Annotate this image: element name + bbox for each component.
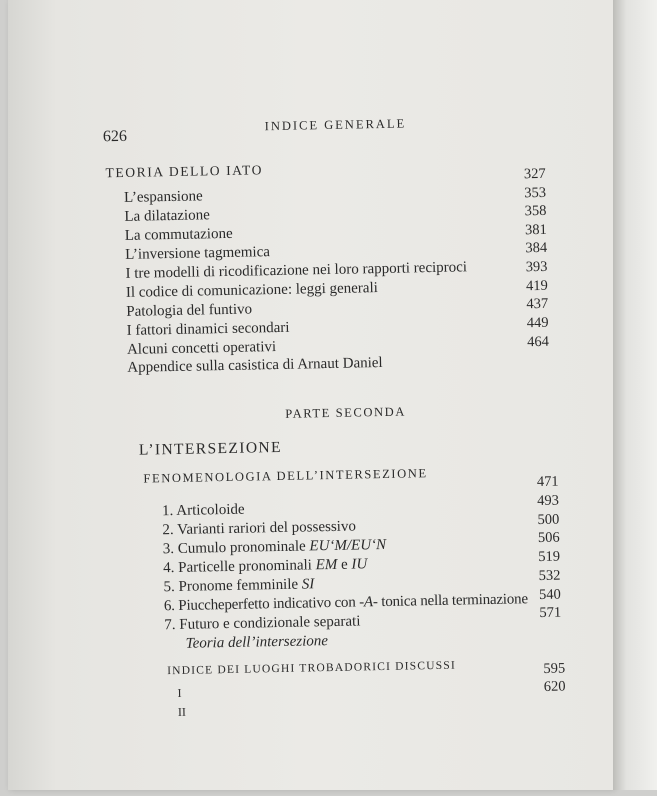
toc-page: 437 [526,295,549,313]
toc-entry: Il codice di comunicazione: leggi generali [125,280,378,301]
toc-page: 471 [536,473,559,491]
entry-italic: EU‘M/EU‘N [309,536,387,555]
part-title: L’INTERSEZIONE [138,438,283,459]
toc-page: 449 [526,314,549,332]
toc-page: 519 [538,548,561,566]
toc-page: 358 [524,202,547,220]
entry-text: Varianti rariori del possessivo [177,518,357,538]
entry-text: Piuccheperfetto indicativo con [178,594,356,614]
entry-text: Futuro e condizionale separati [179,613,361,633]
toc-page: 381 [524,221,547,239]
toc-entry: L’espansione [123,188,203,206]
toc-page: 571 [539,604,562,622]
entry-text: Cumulo pronominale [177,538,306,557]
toc-entry [162,502,245,521]
toc-page: 506 [537,529,560,547]
toc-entry: La dilatazione [124,207,210,225]
toc-page: 464 [527,333,550,351]
entry-number: 6. [163,598,175,615]
toc-entry [163,556,367,577]
toc-entry [164,613,360,634]
entry-number: 3. [162,541,175,558]
toc-entry [162,519,356,540]
toc-page: 384 [525,239,548,257]
running-title: INDICE GENERALE [264,116,407,134]
toc-entry: II [177,704,187,719]
entry-number: 5. [163,579,175,596]
toc-page: 419 [525,277,549,295]
entry-text: Particelle pronominali [178,557,313,576]
toc-page: 532 [538,567,561,585]
toc-page: 500 [537,511,560,529]
toc-page: 327 [523,165,546,183]
toc-entry: Alcuni concetti operativi [126,339,277,358]
part-label: PARTE SECONDA [285,404,407,421]
chapter-title: FENOMENOLOGIA DELL’INTERSEZIONE [143,466,428,486]
entry-number: 1. [161,503,174,520]
toc-entry [163,576,314,596]
entry-italic: EM [315,556,338,574]
entry-italic: SI [301,576,315,593]
section-title: TEORIA DELLO IATO [105,162,264,181]
toc-entry: I fattori dinamici secondari [126,319,290,339]
entry-number: 4. [163,560,175,577]
entry-text: tonica nella terminazione [381,591,529,611]
toc-page: 595 [543,660,566,677]
toc-page: 540 [538,586,561,604]
toc-page: 620 [543,678,566,695]
entry-italic: -A- [359,594,378,611]
toc-entry [163,537,387,558]
toc-entry: I [177,685,182,700]
entry-number: 2. [162,522,174,539]
entry-italic: Teoria dell’intersezione [185,633,329,652]
toc-entry: L’inversione tagmemica [125,244,271,263]
index-title: INDICE DEI LUOGHI TROBADORICI DISCUSSI [167,659,457,678]
toc-page: 353 [524,184,547,202]
entry-text: Pronome femminile [178,576,299,595]
toc-entry [186,633,329,653]
toc-page: 493 [537,492,560,510]
toc-entry: I tre modelli di ricodificazione nei loro rapporti reciproci [125,259,468,282]
toc-entry: Patologia del funtivo [126,301,253,320]
toc-entry: Appendice sulla casistica di Arnaut Daniel [127,354,383,376]
toc-entry: La commutazione [124,225,233,244]
entry-number: 7. [164,617,176,634]
entry-text: e [340,556,348,573]
entry-italic: IU [351,556,368,573]
page-number: 626 [102,127,128,146]
entry-text: Articoloide [176,501,245,519]
toc-page: 393 [525,258,548,276]
